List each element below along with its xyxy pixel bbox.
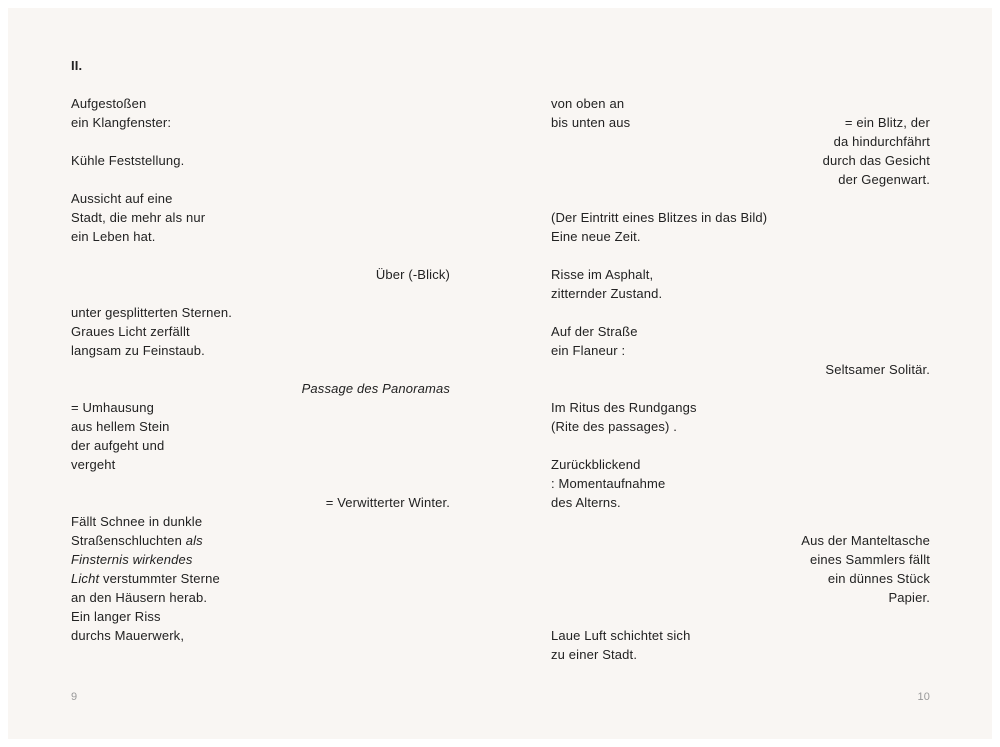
poem-line-right: Über (-Blick) — [375, 267, 450, 282]
poem-line: Risse im Asphalt, — [551, 267, 654, 282]
poem-line: an den Häusern herab. — [71, 590, 208, 605]
poem-line: der aufgeht und — [71, 438, 165, 453]
poem-line-right: Seltsamer Solitär. — [825, 362, 930, 377]
poem-text: verstummter Sterne — [99, 571, 220, 586]
book-spread — [8, 8, 992, 739]
poem-text: Straßenschluchten — [71, 533, 186, 548]
poem-line-right: Papier. — [888, 590, 930, 605]
poem-line: Im Ritus des Rundgangs — [551, 400, 697, 415]
poem-line: (Rite des passages) . — [551, 419, 677, 434]
right-page — [551, 8, 930, 739]
poem-line: langsam zu Feinstaub. — [71, 343, 205, 358]
section-heading: II. — [71, 58, 83, 73]
poem-line-italic-right: Passage des Panoramas — [301, 381, 450, 396]
poem-line: Eine neue Zeit. — [551, 229, 641, 244]
poem-line-mixed — [71, 569, 450, 588]
page-number-left: 9 — [71, 691, 78, 703]
poem-line: unter gesplitterten Sternen. — [71, 305, 233, 320]
poem-text-italic: Licht — [71, 571, 100, 586]
left-page — [71, 8, 450, 739]
poem-line: Aufgestoßen — [71, 96, 147, 111]
page-number-right: 10 — [917, 691, 930, 703]
poem-line: = Umhausung — [71, 400, 154, 415]
poem-line-right: da hindurchfährt — [833, 134, 930, 149]
poem-line-right: der Gegenwart. — [838, 172, 930, 187]
poem-line: bis unten aus — [551, 115, 631, 130]
poem-text-italic: als — [185, 533, 203, 548]
poem-line-right: = ein Blitz, der — [844, 115, 930, 130]
poem-line: Auf der Straße — [551, 324, 638, 339]
poem-line: ein Klangfenster: — [71, 115, 172, 130]
poem-line: (Der Eintritt eines Blitzes in das Bild) — [551, 210, 768, 225]
poem-line-italic: Finsternis wirkendes — [71, 552, 193, 567]
poem-line: Ein langer Riss — [71, 609, 161, 624]
poem-line-right: = Verwitterter Winter. — [325, 495, 450, 510]
poem-line: Kühle Feststellung. — [71, 153, 185, 168]
poem-line-right: eines Sammlers fällt — [809, 552, 930, 567]
poem-line: : Momentaufnahme — [551, 476, 666, 491]
poem-line: von oben an — [551, 96, 625, 111]
poem-line: Stadt, die mehr als nur — [71, 210, 206, 225]
poem-line-right: ein dünnes Stück — [827, 571, 930, 586]
poem-line: Graues Licht zerfällt — [71, 324, 190, 339]
poem-line: zu einer Stadt. — [551, 647, 638, 662]
poem-line: vergeht — [71, 457, 116, 472]
poem-line: zitternder Zustand. — [551, 286, 663, 301]
poem-line: Laue Luft schichtet sich — [551, 628, 691, 643]
poem-line: durchs Mauerwerk, — [71, 628, 185, 643]
poem-line-mixed — [71, 531, 450, 550]
poem-line: des Alterns. — [551, 495, 621, 510]
poem-line: Zurückblickend — [551, 457, 641, 472]
poem-line-right: durch das Gesicht — [822, 153, 930, 168]
poem-line-right: Aus der Manteltasche — [801, 533, 930, 548]
poem-line: Aussicht auf eine — [71, 191, 173, 206]
poem-line: aus hellem Stein — [71, 419, 170, 434]
poem-line: ein Leben hat. — [71, 229, 156, 244]
poem-line: Fällt Schnee in dunkle — [71, 514, 203, 529]
poem-line: ein Flaneur : — [551, 343, 626, 358]
